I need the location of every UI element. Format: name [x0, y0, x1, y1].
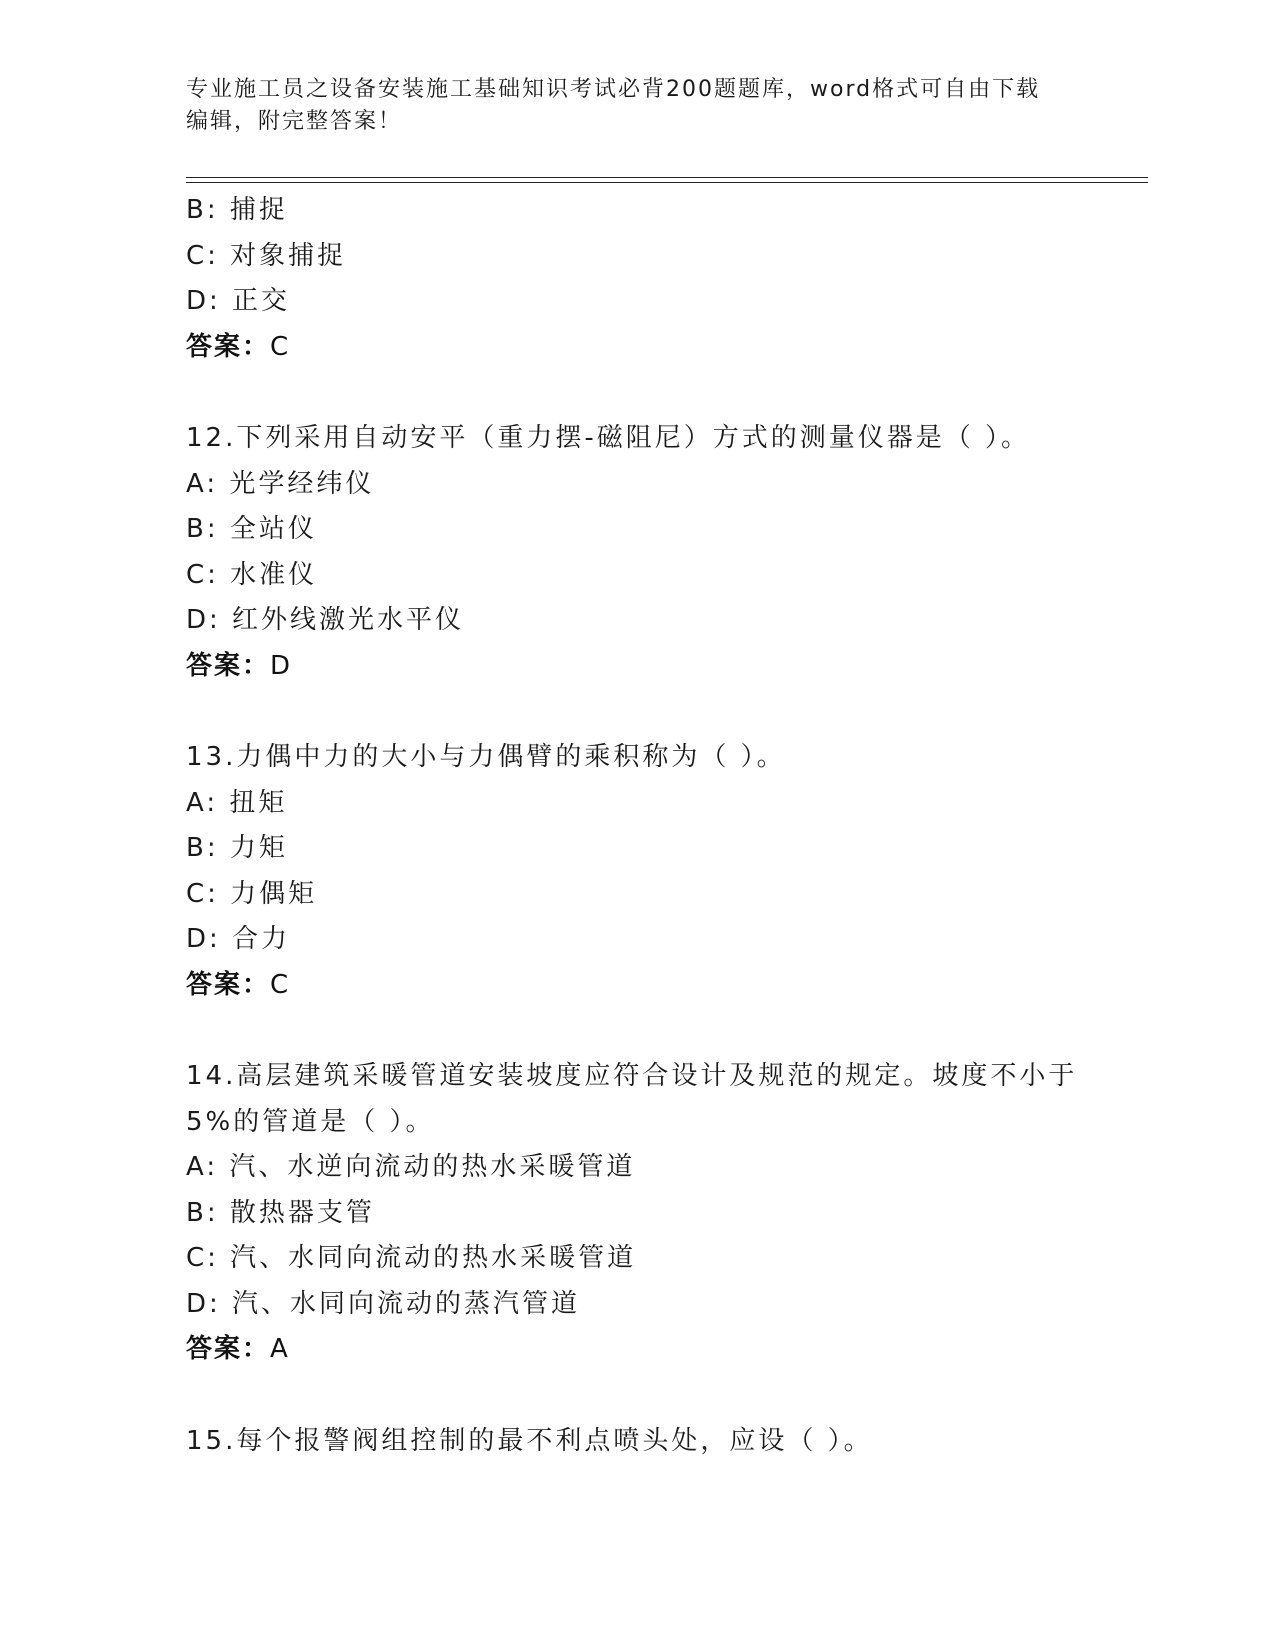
header-title-line-2: 编辑，附完整答案！: [186, 109, 403, 134]
answer-label: 答案：: [186, 331, 271, 362]
option-c: C: 力偶矩: [186, 878, 318, 909]
option-b: B: 散热器支管: [186, 1197, 375, 1228]
question-stem-line-1: 14.高层建筑采暖管道安装坡度应符合设计及规范的规定。坡度不小于: [186, 1061, 1078, 1091]
option-c: C: 对象捕捉: [186, 240, 347, 271]
question-stem: 13.力偶中力的大小与力偶臂的乘积称为（ ）。: [186, 742, 786, 772]
question-stem: 15.每个报警阀组控制的最不利点喷头处，应设（ ）。: [186, 1425, 873, 1456]
question-11-tail: [186, 188, 1086, 370]
answer-line: [186, 1327, 1086, 1373]
answer-value: A: [270, 1334, 290, 1364]
question-14: [186, 1054, 1086, 1373]
answer-value: D: [270, 650, 293, 681]
question-13: [186, 735, 1086, 1008]
answer-line: [186, 644, 1086, 690]
answer-label: 答案：: [186, 969, 271, 1000]
header-title-line-1: 专业施工员之设备安装施工基础知识考试必背200题题库，word格式可自由下载: [186, 77, 1041, 102]
option-c: C: 汽、水同向流动的热水采暖管道: [186, 1243, 637, 1273]
option-d: D: 汽、水同向流动的蒸汽管道: [186, 1288, 581, 1319]
option-a: A: 扭矩: [186, 787, 288, 818]
spacer: [186, 1373, 1086, 1419]
option-c: C: 水准仪: [186, 559, 318, 590]
question-12: [186, 416, 1086, 689]
spacer: [186, 370, 1086, 416]
option-d: D: 正交: [186, 286, 291, 316]
option-a: A: 汽、水逆向流动的热水采暖管道: [186, 1152, 636, 1182]
answer-value: C: [270, 331, 291, 362]
answer-label: 答案：: [186, 1334, 271, 1364]
answer-line: [186, 963, 1086, 1009]
header-divider-bottom: [186, 182, 1148, 183]
question-stem-line-2: 5%的管道是（ ）。: [186, 1106, 435, 1137]
question-list: [186, 188, 1086, 1464]
option-b: B: 力矩: [186, 833, 288, 863]
answer-label: 答案：: [186, 650, 271, 681]
option-d: D: 合力: [186, 924, 291, 954]
question-15: [186, 1419, 1086, 1465]
option-a: A: 光学经纬仪: [186, 468, 375, 499]
spacer: [186, 689, 1086, 735]
answer-line: [186, 325, 1086, 371]
header-divider-top: [186, 177, 1148, 178]
option-b: B: 捕捉: [186, 195, 288, 225]
option-d: D: 红外线激光水平仪: [186, 605, 465, 635]
document-header: [186, 74, 1066, 138]
answer-value: C: [270, 969, 291, 1000]
spacer: [186, 1008, 1086, 1054]
option-b: B: 全站仪: [186, 514, 317, 544]
question-stem: 12.下列采用自动安平（重力摆-磁阻尼）方式的测量仪器是（ ）。: [186, 423, 1030, 453]
